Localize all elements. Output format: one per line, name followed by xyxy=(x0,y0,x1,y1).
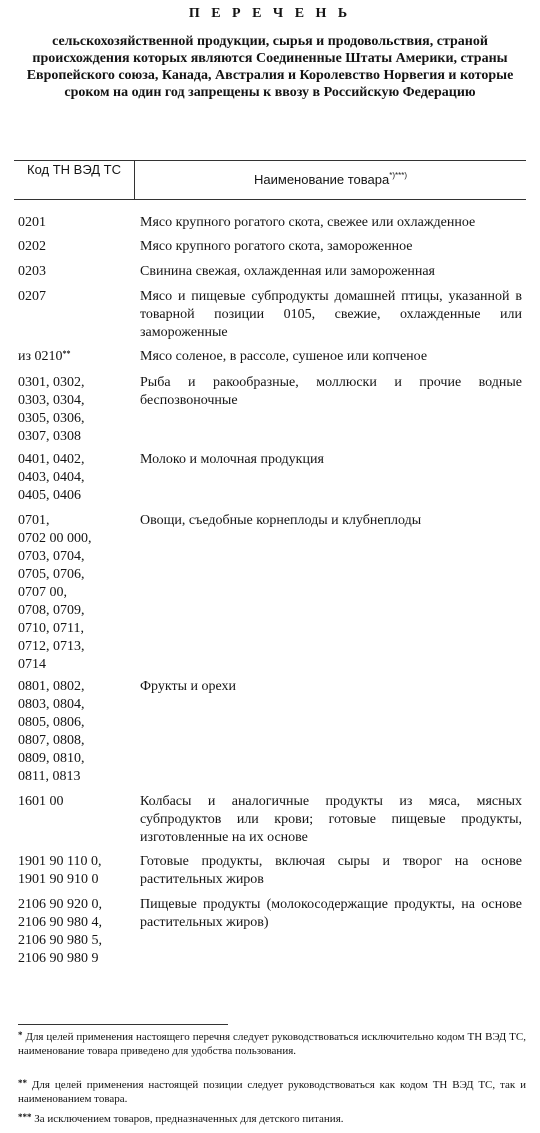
footnote xyxy=(18,1030,526,1058)
row-code: 0203 xyxy=(18,264,46,279)
document-title: П Е Р Е Ч Е Н Ь xyxy=(188,6,352,21)
row-name: Молоко и молочная продукция xyxy=(140,452,324,467)
header-name-marks: *)***) xyxy=(389,171,407,180)
table-header-rule xyxy=(14,199,526,200)
row-code: 0701, 0702 00 000, 0703, 0704, 0705, 0706, 0707 00, 0708, 0709, 0710, 0711, 0712, 0713, 0714 xyxy=(18,513,92,672)
row-code: 1901 90 110 0, 1901 90 910 0 xyxy=(18,854,102,887)
row-name: Мясо крупного рогатого скота, свежее или охлажденное xyxy=(140,215,476,230)
footnote-text: За исключением товаров, предназначенных для детского питания. xyxy=(34,1113,344,1125)
row-name: Пищевые продукты (молокосодержащие продукты, на основе растительных жиров) xyxy=(140,897,522,930)
row-code: 0401, 0402, 0403, 0404, 0405, 0406 xyxy=(18,452,85,503)
row-name: Мясо и пищевые субпродукты домашней птицы, указанной в товарной позиции 0105, свежие, охлажденные или замороженные xyxy=(140,289,522,340)
header-name xyxy=(135,172,526,188)
footnote xyxy=(18,1078,526,1106)
row-code: 0207 xyxy=(18,289,46,304)
code-footnote-mark: ** xyxy=(62,349,71,358)
footnote xyxy=(18,1112,526,1126)
row-name: Мясо соленое, в рассоле, сушеное или копченое xyxy=(140,349,428,364)
row-code: 0801, 0802, 0803, 0804, 0805, 0806, 0807, 0808, 0809, 0810, 0811, 0813 xyxy=(18,679,85,784)
footnote-mark: *** xyxy=(18,1112,32,1122)
row-code: 0201 xyxy=(18,215,46,230)
row-name: Колбасы и аналогичные продукты из мяса, мясных субпродуктов или крови; готовые пищевые продукты, изготовленные на их основе xyxy=(140,794,522,845)
row-name: Готовые продукты, включая сыры и творог на основе растительных жиров xyxy=(140,854,522,887)
row-name: Овощи, съедобные корнеплоды и клубнеплоды xyxy=(140,513,422,528)
table-top-rule xyxy=(14,160,526,161)
footnote-separator xyxy=(18,1024,228,1025)
footnote-mark: ** xyxy=(18,1078,27,1088)
row-code: 0301, 0302, 0303, 0304, 0305, 0306, 0307, 0308 xyxy=(18,375,85,444)
header-code: Код ТН ВЭД ТС xyxy=(27,162,121,177)
row-name: Свинина свежая, охлажденная или замороженная xyxy=(140,264,435,279)
footnote-text: Для целей применения настоящей позиции следует руководствоваться как кодом ТН ВЭД ТС, так и наименованием товара. xyxy=(18,1079,526,1105)
row-name: Мясо крупного рогатого скота, замороженное xyxy=(140,239,413,254)
header-name-text: Наименование товара xyxy=(254,172,390,187)
row-code: 1601 00 xyxy=(18,794,64,809)
row-name: Фрукты и орехи xyxy=(140,679,237,694)
footnote-mark: * xyxy=(18,1030,23,1040)
row-name: Рыба и ракообразные, моллюски и прочие водные беспозвоночные xyxy=(140,375,522,408)
footnote-text: Для целей применения настоящего перечня следует руководствоваться исключительно кодом ТН ВЭД ТС, наименование товара приведено для удобства пользования. xyxy=(18,1031,526,1057)
row-code: из 0210** xyxy=(18,349,71,364)
row-code: 2106 90 920 0, 2106 90 980 4, 2106 90 980 5, 2106 90 980 9 xyxy=(18,897,102,966)
row-code: 0202 xyxy=(18,239,46,254)
document-subtitle: сельскохозяйственной продукции, сырья и продовольствия, страной происхождения которых являются Соединенные Штаты Америки, страны Европейского союза, Канада, Австралия и Королевство Норвегия и которые сроком на один год запрещены к ввозу в Российскую Федерацию xyxy=(26,34,514,100)
